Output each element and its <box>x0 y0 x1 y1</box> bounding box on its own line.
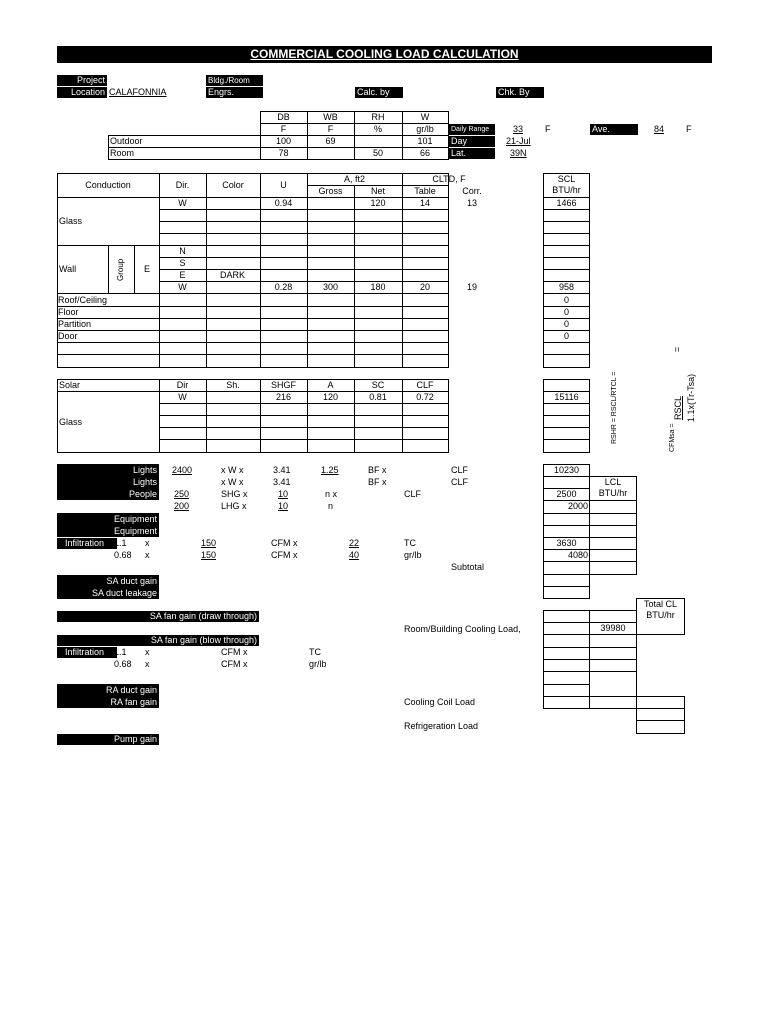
sa-fan-blow: SA fan gain (blow through) <box>57 635 259 646</box>
h-cltd: CLTD, F <box>432 174 466 184</box>
h-dir: Dir. <box>175 180 190 190</box>
glass-table: 14 <box>419 198 430 208</box>
room-bldg-label: Room/Building Cooling Load, <box>404 624 521 634</box>
lat-label: Lat. <box>449 148 495 159</box>
ra-fan-gain: RA fan gain <box>110 697 157 707</box>
wall-u: 0.28 <box>274 282 293 292</box>
room-rh: 50 <box>372 148 383 158</box>
infil-tc-value: 22 <box>349 538 360 548</box>
people-shg: SHG x <box>221 489 248 499</box>
glass-corr: 13 <box>466 198 477 208</box>
location-value: CALAFONNIA <box>109 87 167 97</box>
h-area: A, ft2 <box>343 174 365 184</box>
h-gross: Gross <box>318 186 343 196</box>
project-label: Project <box>57 75 107 86</box>
lights1-bf: 1.25 <box>321 465 339 475</box>
chk-by-label: Chk. By <box>496 87 544 98</box>
infil-cfmx2: CFM x <box>271 550 298 560</box>
lights1-label: Lights <box>132 465 157 475</box>
lights1-scl: 10230 <box>553 465 580 475</box>
sys-infil-tc: TC <box>309 647 321 657</box>
outdoor-wb: 69 <box>325 136 336 146</box>
people-n2: 10 <box>278 501 289 511</box>
solar-sc: 0.81 <box>369 392 387 402</box>
col-wb: WB <box>323 112 338 122</box>
solar-glass-label: Glass <box>59 417 83 427</box>
roof-scl: 0 <box>563 295 569 305</box>
wall-net: 180 <box>370 282 386 292</box>
h-btu: BTU/hr <box>552 185 581 195</box>
bldg-room-label: Bldg./Room <box>206 75 263 86</box>
roof-label: Roof/Ceiling <box>58 295 108 305</box>
lcl-btu: BTU/hr <box>598 488 628 498</box>
people-clf: CLF <box>404 489 422 499</box>
lights1-bfx: BF x <box>368 465 387 475</box>
floor-label: Floor <box>58 307 79 317</box>
wall-scl: 958 <box>558 282 575 292</box>
h-solar: Solar <box>59 380 81 390</box>
h-a: A <box>327 380 334 390</box>
lights2-xw: x W x <box>221 477 244 487</box>
solar-clf: 0.72 <box>416 392 434 402</box>
people-shg-value: 250 <box>174 489 190 499</box>
sys-infil-cfmx: CFM x <box>221 647 248 657</box>
dir-s: S <box>179 258 186 268</box>
location-label: Location <box>57 87 107 98</box>
rscl-numerator: RSCL <box>673 395 683 420</box>
page-title: COMMERCIAL COOLING LOAD CALCULATION <box>57 46 712 63</box>
saduct-leak: SA duct leakage <box>91 588 157 598</box>
partition-scl: 0 <box>563 319 569 329</box>
group-label: Group <box>116 258 125 281</box>
saduct-gain: SA duct gain <box>106 576 157 586</box>
engrs-label: Engrs. <box>206 87 263 98</box>
infil-cfmx: CFM x <box>271 538 298 548</box>
outdoor-db: 100 <box>275 136 292 146</box>
ave-unit: F <box>686 124 692 134</box>
infil-tc: TC <box>404 538 416 548</box>
calc-by-label: Calc. by <box>355 87 403 98</box>
glass-scl: 1466 <box>556 198 577 208</box>
h-net: Net <box>370 186 385 196</box>
unit-rh: % <box>373 124 382 134</box>
wall-label: Wall <box>59 264 77 274</box>
h-sh: Sh. <box>226 380 240 390</box>
rshr-formula: RSHR = RSCL/RTCL = <box>611 371 618 444</box>
lights1-xw: x W x <box>221 465 244 475</box>
partition-label: Partition <box>58 319 92 329</box>
infil-cfm2: 150 <box>201 550 217 560</box>
cfm-equals: = <box>672 346 682 352</box>
h-clf: CLF <box>416 380 434 390</box>
cfm-formula: CFMsa = <box>669 423 676 452</box>
infil-11: 1.1 <box>114 538 127 548</box>
dir-w: W <box>178 282 187 292</box>
coil-label: Cooling Coil Load <box>404 697 476 707</box>
subtotal-label: Subtotal <box>451 562 485 572</box>
infil-scl: 3630 <box>556 538 577 548</box>
lights2-bfx: BF x <box>368 477 387 487</box>
infil-gr-value: 40 <box>349 550 360 560</box>
people-n: n <box>328 501 334 511</box>
unit-wb: F <box>327 124 334 134</box>
daily-range-label: Daily Range <box>449 124 495 135</box>
infil-cfm: 150 <box>201 538 217 548</box>
total-cl-label: Total CL <box>643 599 678 609</box>
lights1-clf: CLF <box>451 465 469 475</box>
equip1-label: Equipment <box>113 514 157 524</box>
h-u: U <box>280 180 287 190</box>
room-db: 78 <box>278 148 289 158</box>
sys-infil-x2: x <box>145 659 150 669</box>
lights2-clf: CLF <box>451 477 469 487</box>
day-label: Day <box>449 136 495 147</box>
room-label: Room <box>110 148 135 158</box>
unit-w: gr/lb <box>416 124 434 134</box>
sa-fan-draw: SA fan gain (draw through) <box>57 611 259 622</box>
room-w: 66 <box>419 148 430 158</box>
daily-range-unit: F <box>545 124 551 134</box>
infil-lcl: 4080 <box>567 550 588 560</box>
people-lhg-value: 200 <box>174 501 190 511</box>
lat-value: 39N <box>510 148 527 158</box>
sys-infil-068: 0.68 <box>114 659 132 669</box>
dir-n: N <box>179 246 186 256</box>
solar-dir: W <box>178 392 187 402</box>
infil-gr: gr/lb <box>404 550 422 560</box>
solar-shgf: 216 <box>275 392 292 402</box>
wall-table: 20 <box>419 282 430 292</box>
group-value: E <box>144 264 151 274</box>
people-lcl: 2000 <box>567 501 588 511</box>
col-db: DB <box>277 112 290 122</box>
people-lhg: LHG x <box>221 501 247 511</box>
ave-value: 84 <box>654 124 665 134</box>
refrig-label: Refrigeration Load <box>404 721 479 731</box>
room-bldg-value: 39980 <box>600 623 626 633</box>
people-label: People <box>128 489 157 499</box>
people-scl: 2500 <box>556 489 577 499</box>
h-color: Color <box>222 180 244 190</box>
raduct-gain: RA duct gain <box>105 685 157 695</box>
ave-label: Ave. <box>590 124 638 135</box>
day-value: 21-Jul <box>506 136 531 146</box>
infil-label: Infiltration <box>57 538 117 549</box>
lights2-factor: 3.41 <box>273 477 291 487</box>
lcl-label: LCL <box>604 477 622 487</box>
dir-e: E <box>179 270 186 280</box>
h-sc: SC <box>371 380 385 390</box>
wall-gross: 300 <box>322 282 339 292</box>
people-nx: n x <box>325 489 338 499</box>
door-scl: 0 <box>563 331 569 341</box>
lights1-factor: 3.41 <box>273 465 291 475</box>
infil-x: x <box>145 538 150 548</box>
col-rh: RH <box>371 112 385 122</box>
solar-a: 120 <box>322 392 339 402</box>
solar-scl: 15116 <box>554 392 579 402</box>
h-solar-dir: Dir <box>176 380 189 390</box>
people-n1: 10 <box>278 489 289 499</box>
sys-infil-cfmx2: CFM x <box>221 659 248 669</box>
total-cl-btu: BTU/hr <box>646 610 675 620</box>
glass-net: 120 <box>370 198 386 208</box>
infil-x2: x <box>145 550 150 560</box>
h-corr: Corr. <box>462 186 482 196</box>
rscl-denominator: 1.1x(Tr-Tsa) <box>686 373 696 422</box>
lights1-value: 2400 <box>172 465 193 475</box>
h-table: Table <box>414 186 436 196</box>
glass-label: Glass <box>59 216 83 226</box>
pump-gain: Pump gain <box>57 734 159 745</box>
h-shgf: SHGF <box>270 380 296 390</box>
daily-range-value: 33 <box>513 124 524 134</box>
sys-infil-gr: gr/lb <box>309 659 327 669</box>
door-label: Door <box>58 331 78 341</box>
outdoor-w: 101 <box>417 136 433 146</box>
infil-068: 0.68 <box>114 550 132 560</box>
wall-color: DARK <box>220 270 246 280</box>
equip2-label: Equipment <box>113 526 157 536</box>
wall-corr: 19 <box>466 282 477 292</box>
sys-infil-x: x <box>145 647 150 657</box>
h-scl: SCL <box>557 174 576 184</box>
col-w: W <box>420 112 430 122</box>
h-conduction: Conduction <box>85 180 131 190</box>
unit-db: F <box>280 124 287 134</box>
sys-infil-11: 1.1 <box>114 647 127 657</box>
glass-u: 0.94 <box>274 198 293 208</box>
sys-infil-label: Infiltration <box>57 647 117 658</box>
lights2-label: Lights <box>132 477 157 487</box>
floor-scl: 0 <box>563 307 569 317</box>
glass-dir: W <box>178 198 187 208</box>
outdoor-label: Outdoor <box>110 136 143 146</box>
